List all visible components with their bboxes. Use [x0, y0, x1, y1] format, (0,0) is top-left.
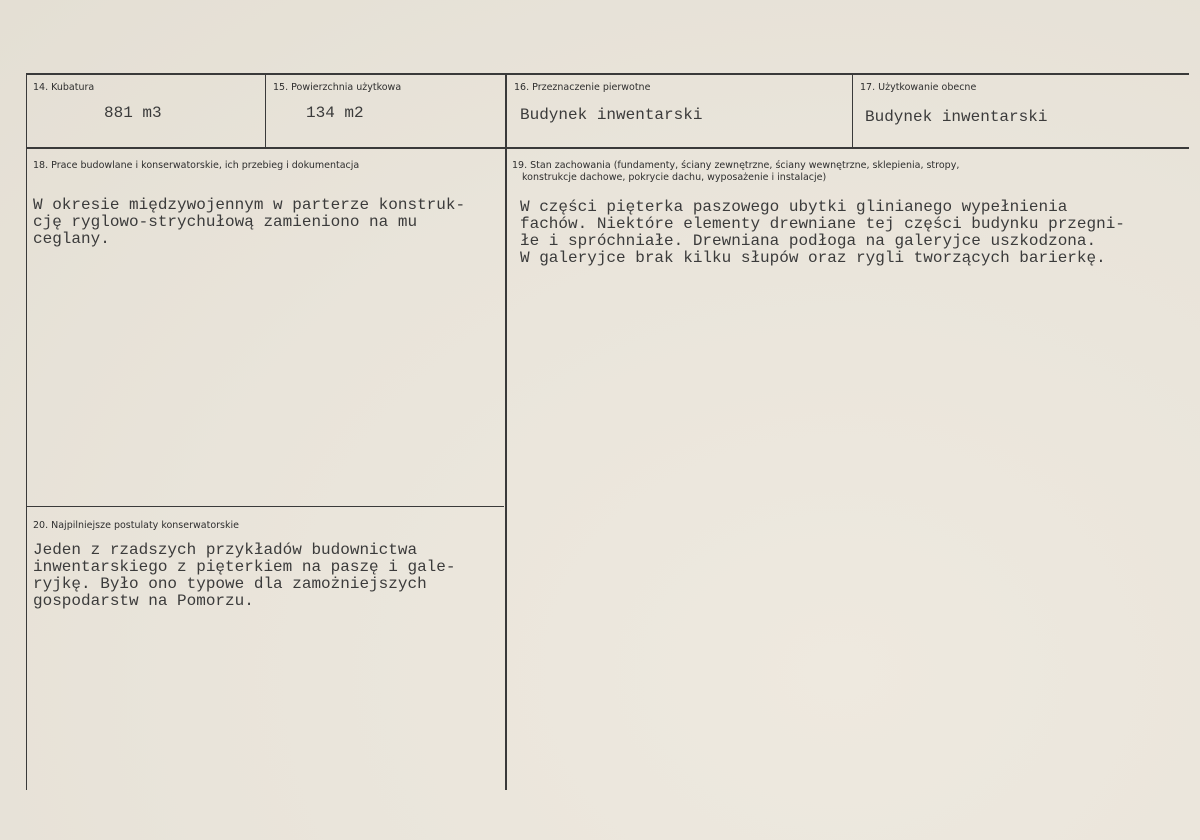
powierzchnia-label: 15. Powierzchnia użytkowa: [273, 82, 402, 93]
col-divider-3: [852, 73, 853, 148]
left-border: [26, 73, 27, 790]
prace-line: cję ryglowo-strychułową zamieniono na mu: [33, 213, 418, 231]
uzytkowanie-value: Budynek inwentarski: [865, 108, 1048, 126]
postulaty-line: gospodarstw na Pomorzu.: [33, 592, 254, 610]
przeznaczenie-value: Budynek inwentarski: [520, 106, 703, 124]
stan-line: łe i spróchniałe. Drewniana podłoga na galeryjce uszkodzona.: [520, 232, 1097, 250]
col-divider-2: [505, 73, 507, 790]
prace-label: 18. Prace budowlane i konserwatorskie, ich przebieg i dokumentacja: [33, 160, 360, 171]
section-rule: [26, 506, 504, 507]
kubatura-value: 881 m3: [104, 104, 162, 122]
prace-line: ceglany.: [33, 230, 110, 248]
stan-line: W części pięterka paszowego ubytki glinianego wypełnienia: [520, 198, 1068, 216]
postulaty-line: ryjkę. Było ono typowe dla zamożniejszych: [33, 575, 427, 593]
uzytkowanie-label: 17. Użytkowanie obecne: [860, 82, 977, 93]
stan-label-line: 19. Stan zachowania (fundamenty, ściany zewnętrzne, ściany wewnętrzne, sklepienia, stropy,: [512, 160, 960, 171]
stan-line: W galeryjce brak kilku słupów oraz rygli tworzących barierkę.: [520, 249, 1106, 267]
col-divider-1: [265, 73, 266, 148]
row-rule: [26, 147, 1189, 149]
top-rule: [26, 73, 1189, 75]
stan-label: [512, 160, 959, 184]
postulaty-label: 20. Najpilniejsze postulaty konserwatorskie: [33, 520, 239, 531]
kubatura-label: 14. Kubatura: [33, 82, 95, 93]
postulaty-text: [33, 542, 455, 610]
prace-line: W okresie międzywojennym w parterze konstruk-: [33, 196, 466, 214]
przeznaczenie-label: 16. Przeznaczenie pierwotne: [514, 82, 651, 93]
stan-line: fachów. Niektóre elementy drewniane tej części budynku przegni-: [520, 215, 1125, 233]
prace-text: [33, 197, 465, 248]
postulaty-line: inwentarskiego z pięterkiem na paszę i gale-: [33, 558, 456, 576]
stan-text: [520, 199, 1125, 267]
powierzchnia-value: 134 m2: [306, 104, 364, 122]
stan-label-line: konstrukcje dachowe, pokrycie dachu, wyposażenie i instalacje): [522, 172, 827, 183]
postulaty-line: Jeden z rzadszych przykładów budownictwa: [33, 541, 418, 559]
